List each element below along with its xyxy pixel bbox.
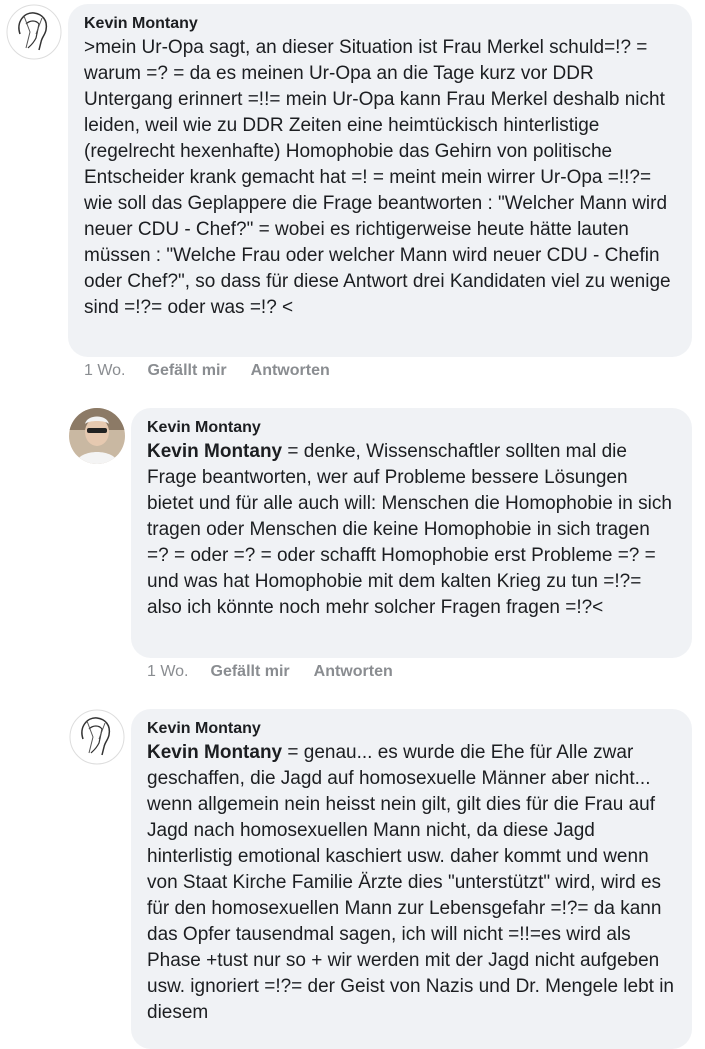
comment-bubble — [131, 709, 692, 1049]
reply-button[interactable]: Antworten — [313, 663, 393, 680]
reply-button[interactable]: Antworten — [250, 362, 330, 379]
comment-bubble — [131, 408, 692, 658]
comment-author[interactable]: Kevin Montany — [84, 15, 198, 32]
profile-photo-avatar-icon — [69, 408, 125, 464]
comment-actions — [147, 663, 393, 681]
comment-bubble — [68, 4, 692, 357]
comment-author[interactable]: Kevin Montany — [147, 720, 261, 737]
avatar[interactable] — [6, 4, 62, 60]
comment-body: = denke, Wissenschaftler sollten mal die Frage beantworten, wer auf Probleme bessere Lösungen bietet und für alle auch will: Menschen die Homophobie in sich tragen oder Menschen die keine Homophobie in sich tragen =? = oder =? = oder schafft Homophobie erst Probleme =? = und was hat Homophobie mit dem kalten Krieg zu tun =!?= also ich könnte noch mehr solcher Fragen fragen =!?< — [147, 441, 672, 618]
like-button[interactable]: Gefällt mir — [210, 663, 290, 680]
sketch-face-avatar-icon — [69, 709, 125, 765]
comment-text — [147, 740, 674, 1026]
comment-actions — [84, 362, 330, 380]
like-button[interactable]: Gefällt mir — [147, 362, 227, 379]
comment-body: = genau... es wurde die Ehe für Alle zwar geschaffen, die Jagd auf homosexuelle Männer aber nicht... wenn allgemein nein heisst nein gilt, gilt dies für die Frau auf Jagd nach homosexuellen Mann nicht, da diese Jagd hinterlistig emotional kaschiert usw. daher kommt und wenn von Staat Kirche Familie Ärzte dies "unterstützt" wird, wird es für den homosexuellen Mann zur Lebensgefahr =!?= da kann das Opfer tausendmal sagen, ich will nicht =!!=es wird als Phase +tust nur so + wir werden mit der Jagd nicht aufgeben usw. ignoriert =!?= der Geist von Nazis und Dr. Mengele lebt in diesem — [147, 742, 674, 1023]
comment-timestamp[interactable]: 1 Wo. — [147, 663, 189, 680]
comment-text: >mein Ur-Opa sagt, an dieser Situation ist Frau Merkel schuld=!? = warum =? = da es meinen Ur-Opa an die Tage kurz vor DDR Untergang erinnert =!!= mein Ur-Opa kann Frau Merkel deshalb nicht leiden, weil wie zu DDR Zeiten eine heimtückisch hinterlistige (regelrecht hexenhafte) Homophobie das Gehirn von politische Entscheider krank gemacht hat =! = meint mein wirrer Ur-Opa =!!?= wie soll das Geplappere die Frage beantworten : "Welcher Mann wird neuer CDU - Chef?" = wobei es richtigerweise heute hätte lauten müssen : "Welche Frau oder welcher Mann wird neuer CDU - Chefin oder Chef?", so dass für diese Antwort drei Kandidaten viel zu wenige sind =!?= oder was =!? < — [84, 37, 671, 318]
sketch-face-avatar-icon — [6, 4, 62, 60]
comment-author[interactable]: Kevin Montany — [147, 419, 261, 436]
comment-timestamp[interactable]: 1 Wo. — [84, 362, 126, 379]
mention-link[interactable]: Kevin Montany — [147, 742, 283, 763]
avatar[interactable] — [69, 408, 125, 464]
mention-link[interactable]: Kevin Montany — [147, 441, 283, 462]
comment-text — [147, 439, 674, 621]
avatar[interactable] — [69, 709, 125, 765]
